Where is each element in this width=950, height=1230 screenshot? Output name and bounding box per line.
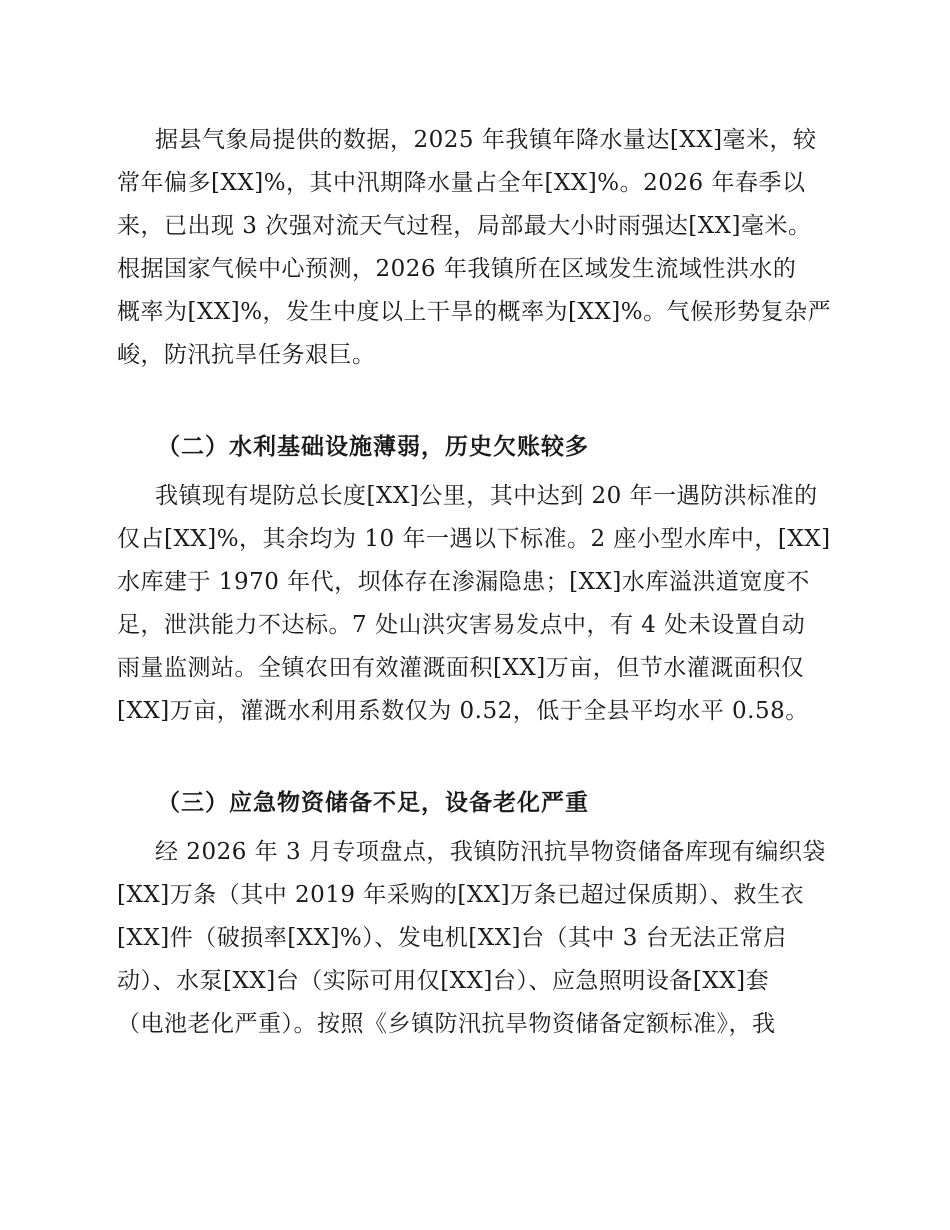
- paragraph-3-line-1: 经 2026 年 3 月专项盘点，我镇防汛抗旱物资储备库现有编织袋: [155, 839, 826, 865]
- paragraph-1-line-4: 根据国家气候中心预测，2026 年我镇所在区域发生流域性洪水的: [117, 256, 797, 282]
- paragraph-1-line-3: 来，已出现 3 次强对流天气过程，局部最大小时雨强达[XX]毫米。: [117, 213, 812, 239]
- paragraph-2-line-5: 雨量监测站。全镇农田有效灌溉面积[XX]万亩，但节水灌溉面积仅: [117, 655, 805, 681]
- paragraph-2-line-1: 我镇现有堤防总长度[XX]公里，其中达到 20 年一遇防洪标准的: [155, 483, 818, 509]
- paragraph-3-line-5: （电池老化严重）。按照《乡镇防汛抗旱物资储备定额标准》，我: [117, 1011, 776, 1037]
- section-heading-3: （三）应急物资储备不足，设备老化严重: [157, 790, 589, 816]
- paragraph-3-line-4: 动）、水泵[XX]台（实际可用仅[XX]台）、应急照明设备[XX]套: [117, 968, 770, 994]
- paragraph-1-line-2: 常年偏多[XX]%，其中汛期降水量占全年[XX]%。2026 年春季以: [117, 170, 806, 196]
- paragraph-1-line-6: 峻，防汛抗旱任务艰巨。: [117, 342, 376, 368]
- paragraph-2-line-6: [XX]万亩，灌溉水利用系数仅为 0.52，低于全县平均水平 0.58。: [117, 698, 809, 724]
- paragraph-2-line-4: 足，泄洪能力不达标。7 处山洪灾害易发点中，有 4 处未设置自动: [117, 612, 806, 638]
- paragraph-3-line-2: [XX]万条（其中 2019 年采购的[XX]万条已超过保质期）、救生衣: [117, 882, 805, 908]
- paragraph-2-line-2: 仅占[XX]%，其余均为 10 年一遇以下标准。2 座小型水库中，[XX]: [117, 526, 831, 552]
- paragraph-1-line-1: 据县气象局提供的数据，2025 年我镇年降水量达[XX]毫米，较: [155, 127, 817, 153]
- paragraph-2-line-3: 水库建于 1970 年代，坝体存在渗漏隐患；[XX]水库溢洪道宽度不: [117, 569, 810, 595]
- paragraph-1-line-5: 概率为[XX]%，发生中度以上干旱的概率为[XX]%。气候形势复杂严: [117, 299, 832, 325]
- paragraph-3-line-3: [XX]件（破损率[XX]%）、发电机[XX]台（其中 3 台无法正常启: [117, 925, 787, 951]
- section-heading-2: （二）水利基础设施薄弱，历史欠账较多: [157, 434, 589, 460]
